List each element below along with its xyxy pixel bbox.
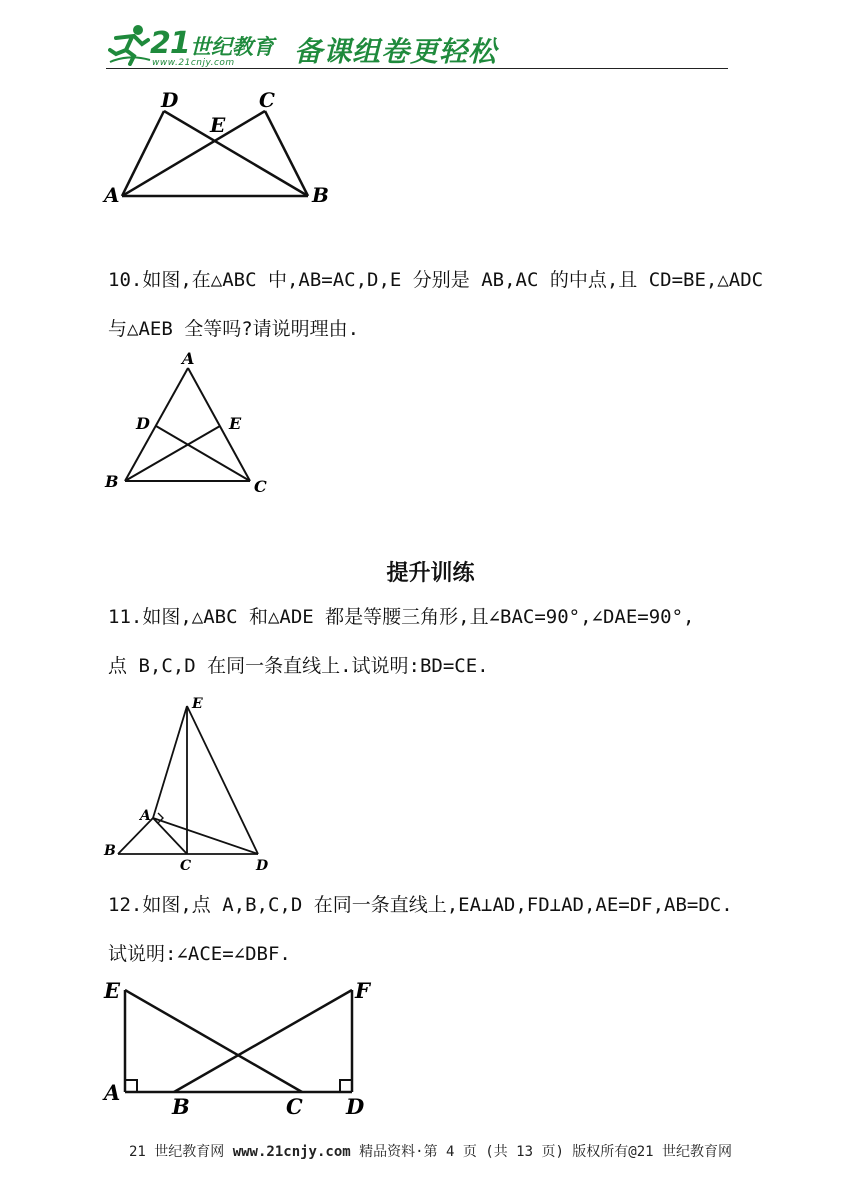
fig2-label-a: A (182, 349, 195, 368)
logo-chinese: 世纪教育 (190, 35, 274, 59)
fig1-label-c: C (259, 88, 275, 112)
fig3-label-b: B (104, 843, 116, 859)
fig3-label-c: C (180, 858, 192, 874)
fig1-label-a: A (104, 183, 120, 207)
fig4-label-c: C (286, 1094, 303, 1118)
fig4-label-e: E (104, 978, 121, 1003)
logo-number: 21 (150, 26, 190, 61)
fig3-label-a: A (140, 808, 151, 824)
question-12-line2: 试说明:∠ACE=∠DBF. (108, 943, 291, 965)
fig4-label-f: F (355, 978, 370, 1003)
fig3-label-e: E (192, 696, 203, 712)
fig1-label-b: B (312, 183, 329, 207)
fig2-label-e: E (229, 414, 242, 433)
footer-url[interactable]: www.21cnjy.com (232, 1144, 351, 1160)
figure-two-isosceles-triangles (100, 692, 280, 874)
question-11-line1: 11.如图,△ABC 和△ADE 都是等腰三角形,且∠BAC=90°,∠DAE=90°, (108, 606, 695, 628)
section-title: 提升训练 (386, 561, 475, 586)
footer-site: 21 世纪教育网 (128, 1144, 225, 1160)
fig2-label-b: B (105, 472, 119, 491)
runner-logo-icon (108, 24, 152, 66)
question-12-line1: 12.如图,点 A,B,C,D 在同一条直线上,EA⊥AD,FD⊥AD,AE=DF,AB=DC. (108, 894, 733, 916)
footer-info: 精品资料·第 4 页 (共 13 页) 版权所有@21 世纪教育网 (359, 1144, 733, 1160)
figure-isosceles-triangle (100, 348, 280, 498)
fig4-label-d: D (346, 1094, 365, 1118)
fig4-label-b: B (172, 1094, 190, 1118)
fig3-label-d: D (256, 858, 269, 874)
fig1-label-e: E (210, 113, 226, 137)
header-divider (106, 68, 728, 69)
figure-trapezoid (100, 86, 340, 211)
page-footer (0, 1141, 861, 1161)
question-10-line2: 与△AEB 全等吗?请说明理由. (108, 318, 360, 340)
fig2-label-d: D (136, 414, 150, 433)
fig2-label-c: C (254, 477, 267, 496)
question-10-line1: 10.如图,在△ABC 中,AB=AC,D,E 分别是 AB,AC 的中点,且 CD=BE,△ADC (108, 269, 764, 291)
header-slogan: 备课组卷更轻松 (294, 35, 498, 68)
question-11-line2: 点 B,C,D 在同一条直线上.试说明:BD=CE. (108, 655, 489, 677)
figure-crossed-triangles (100, 976, 380, 1118)
fig4-label-a: A (104, 1080, 121, 1105)
fig1-label-d: D (161, 88, 179, 112)
logo-url: www.21cnjy.com (152, 58, 235, 68)
header-logo (108, 22, 528, 68)
